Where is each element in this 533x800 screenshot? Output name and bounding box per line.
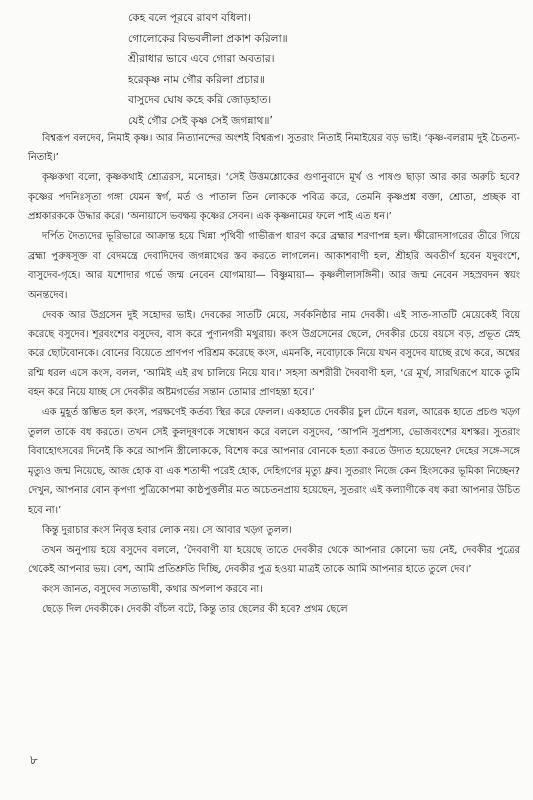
paragraph: তখন অনুপায় হয়ে বসুদেব বললে, ‘দৈববাণী যা হয়েছে তাতে দেবকীর থেকে আপনার কোনো ভয় নেই, দেবকীর পুত্রের থেকেই আপনার ভয়। বেশ, আমি প্রতিশ্রুতি দিচ্ছি, দেবকীর পুত্র হওয়া মাত্রই তাকে আমি আপনার হাতে তুলে দেব।’ [28,544,520,575]
paragraph: কংস জানত, বসুদেব সত্যভাষী, কথার অপলাপ করবে না। [42,583,263,595]
verse-line: যেই গৌর সেই কৃষ্ণ সেই জগন্নাথ॥’ [128,114,273,127]
verse-line: কেহ বলে পূরবে রাবণ বধিলা। [128,12,251,24]
page-number: ৮ [30,753,38,767]
verse-line: হরেকৃষ্ণ নাম গৌর করিলা প্রচার॥ [128,73,265,86]
paragraph: দর্পিত দৈত্যদের ভূরিভারে আক্রান্ত হয়ে খিন্না পৃথিবী গাভীরূপ ধারণ করে ব্রহ্মার শরণাপন্ন হল। ক্ষীরোদসাগরের তীরে গিয়ে ব্রহ্মা পুরুষসূক্ত বা বেদমন্ত্রে দেবাদিদেব জগন্নাথের স্তব করতে লাগলেন। আকাশবাণী হল, শ্রীহরি অবতীর্ণ হবেন যদুবংশে, বাসুদেব-গৃহে। আর যশোদার গর্ভে জন্ম নেবেন যোগমায়া— বিষ্ণুমায়া— কৃষ্ণলীলাসঙ্গিনী। আর জন্ম নেবেন সহস্রবদন স্বয়ং অনন্তদেব। [28,231,520,301]
paragraph: কিন্তু দুরাচার কংস নিবৃত্ত হবার লোক নয়। সে আবার খড়্গ তুলল। [42,524,292,536]
paragraph: ছেড়ে দিল দেবকীকে। দেবকী বাঁচল বটে, কিন্তু তার ছেলের কী হবে? প্রথম ছেলে [42,603,348,615]
verse-line: শ্রীরাধার ভাবে এবে গোরা অবতার। [128,53,275,65]
paragraph: এক মুহূর্ত স্তম্ভিত হল কংস, পরক্ষণেই কর্তব্য স্থির করে ফেলল। একহাতে দেবকীর চুল টেনে ধরল, আরেক হাতে প্রচণ্ড খড়্গ তুলল তাকে বধ করতে। তখন সেই কুলদূষণকে সম্বোধন করে বললে বসুদেব, ‘আপনি সুপ্রশস্য, ভোজবংশের যশস্কর। সুতরাং বিবাহোৎসবের দিনেই কি করে আপনি স্ত্রীলোককে, বিশেষ করে আপনার বোনকে হত্যা করতে উদ্যত হয়েছেন? দেহের সঙ্গে-সঙ্গে মৃত্যুও জন্ম নিয়েছে, আজ হোক বা এক শতাব্দী পরেই হোক, দেহিগণের মৃত্যু ধ্রুব। সুতরাং নিজে কেন হিংসকের ভূমিকা নিচ্ছেন? দেখুন, আপনার বোন কৃপণা পুত্রিকোপমা কাষ্ঠপুত্তলীর মত অচেতনপ্রায় হয়েছেন, সুতরাং এই কল্যাণীকে বধ করা আপনার উচিত হবে না।’ [28,407,520,516]
paragraph: কৃষ্ণকথা বলো, কৃষ্ণকথাই শ্রোত্ররস, মনোহর। ‘সেই উত্তমশ্লোকের গুণানুবাদে মূর্খ ও পাষণ্ড ছাড়া আর কার অরুচি হবে? কৃষ্ণের পদনিঃসৃতা গঙ্গা যেমন স্বর্গ, মর্ত ও পাতাল তিন লোককে পবিত্র করে, তেমনি কৃষ্ণপ্রশ্ন বক্তা, শ্রোতা, প্রচ্ছক বা প্রশ্নকারককে উদ্ধার করে। ‘অনায়াসে ভবক্ষয় কৃষ্ণের সেবন। এক কৃষ্ণনামের ফলে পাই এত ধন।’ [28,172,520,223]
verse-line: বাসুদেব ঘোষ কহে করি জোড়হাত। [128,94,272,106]
paragraph: বিশ্বরূপ বলদেব, নিমাই কৃষ্ণ। আর নিত্যানন্দের অংশই বিশ্বরূপ। সুতরাং নিতাই নিমাইয়ের বড় ভাই। ‘কৃষ্ণ-বলরাম দুই চৈতন্য-নিতাই।’ [28,133,520,164]
prose-body [28,129,520,620]
paragraph: দেবক আর উগ্রসেন দুই সহোদর ভাই। দেবকের সাতটি মেয়ে, সর্বকনিষ্ঠার নাম দেবকী। এই সাত-সাতটি মেয়েকেই বিয়ে করেছে বসুদেব। শূরবংশের বসুদেব, বাস করে পুণ্যনগরী মথুরায়। কংস উগ্রসেনের ছেলে, দেবকীর চেয়ে বয়সে বড়, প্রভূত স্নেহ করে ছোটবোনকে। বোনের বিয়েতে প্রাণপণ পরিশ্রম করেছে কংস, এমনকি, নবোঢ়াকে নিয়ে যখন বসুদেব যাচ্ছে রথে করে, অশ্বের রশ্মি ধরল এসে কংস, বলল, ‘আমিই এই রথ চালিয়ে নিয়ে যাব।’ সহসা অশরীরী দৈববাণী হল, ‘রে মূর্খ, সারথিরূপে যাকে তুমি বহন করে নিয়ে যাচ্ছ সে দেবকীর অষ্টমগর্ভের সন্তান তোমার প্রাণহন্তা হবে।’ [28,309,520,399]
verse-line: গোলোকের বিভবলীলা প্রকাশ করিলা॥ [128,32,288,45]
verse-block [128,8,458,131]
